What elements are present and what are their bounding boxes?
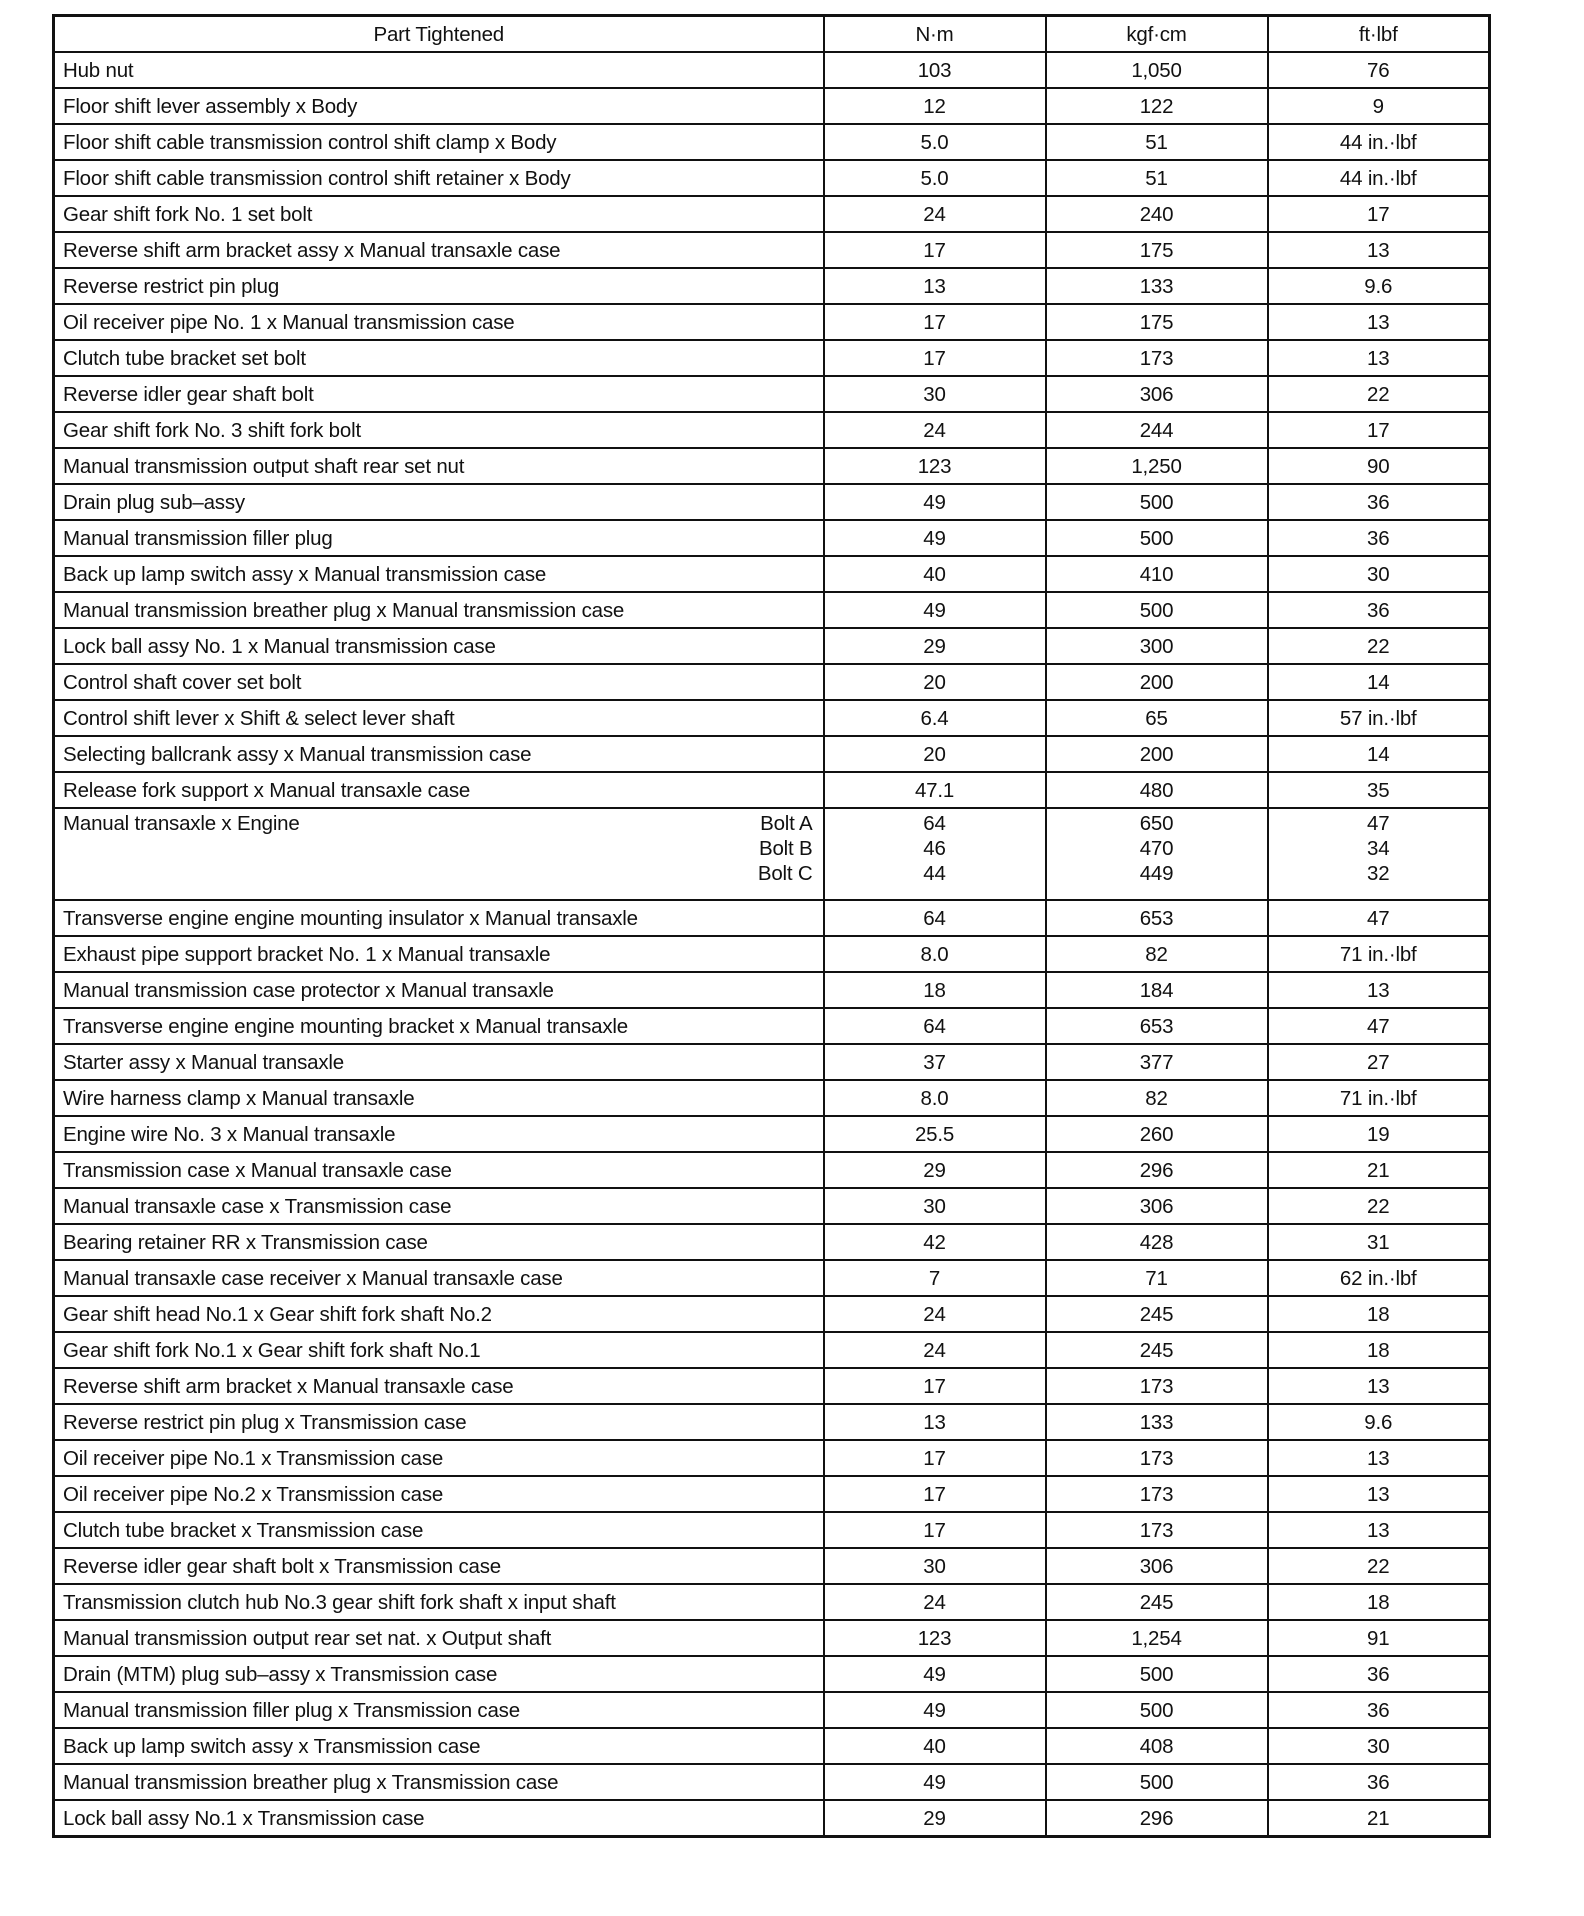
table-row — [54, 972, 1490, 1008]
kgfcm-cell: 51 — [1046, 124, 1268, 160]
kgfcm-cell: 245 — [1046, 1584, 1268, 1620]
table-row — [54, 736, 1490, 772]
table-row — [54, 556, 1490, 592]
nm-cell: 17 — [824, 1476, 1046, 1512]
ftlbf-cell: 62 in.·lbf — [1268, 1260, 1490, 1296]
ftlbf-cell: 13 — [1268, 1476, 1490, 1512]
kgfcm-cell: 500 — [1046, 1692, 1268, 1728]
kgfcm-cell: 500 — [1046, 1764, 1268, 1800]
ftlbf-cell: 71 in.·lbf — [1268, 1080, 1490, 1116]
part-cell: Manual transmission breather plug x Transmission case — [54, 1764, 824, 1800]
table-row — [54, 936, 1490, 972]
part-cell: Manual transmission output rear set nat. x Output shaft — [54, 1620, 824, 1656]
table-row — [54, 1116, 1490, 1152]
nm-cell: 25.5 — [824, 1116, 1046, 1152]
nm-cell: 17 — [824, 1440, 1046, 1476]
table-row — [54, 412, 1490, 448]
ftlbf-cell: 22 — [1268, 1188, 1490, 1224]
kgfcm-cell — [1046, 808, 1268, 900]
table-row — [54, 1476, 1490, 1512]
ftlbf-cell: 17 — [1268, 196, 1490, 232]
part-cell: Starter assy x Manual transaxle — [54, 1044, 824, 1080]
part-cell: Lock ball assy No. 1 x Manual transmission case — [54, 628, 824, 664]
kgfcm-cell: 653 — [1046, 900, 1268, 936]
nm-cell: 6.4 — [824, 700, 1046, 736]
table-row — [54, 196, 1490, 232]
kgfcm-cell: 200 — [1046, 736, 1268, 772]
ftlbf-cell: 13 — [1268, 340, 1490, 376]
ftlbf-cell: 13 — [1268, 1512, 1490, 1548]
ftlbf-cell: 36 — [1268, 484, 1490, 520]
nm-cell: 30 — [824, 1548, 1046, 1584]
header-ftlbf: ft·lbf — [1268, 16, 1490, 53]
ftlbf-cell: 76 — [1268, 52, 1490, 88]
table-row — [54, 340, 1490, 376]
kgfcm-cell: 300 — [1046, 628, 1268, 664]
kgfcm-cell: 410 — [1046, 556, 1268, 592]
part-cell — [54, 808, 824, 900]
part-cell: Bearing retainer RR x Transmission case — [54, 1224, 824, 1260]
bolt-label: Bolt A — [760, 812, 813, 835]
ftlbf-cell: 14 — [1268, 664, 1490, 700]
header-part-tightened: Part Tightened — [54, 16, 824, 53]
nm-value: 44 — [923, 862, 946, 885]
ftlbf-cell: 36 — [1268, 520, 1490, 556]
nm-cell: 24 — [824, 1584, 1046, 1620]
table-row — [54, 1656, 1490, 1692]
kgfcm-cell: 51 — [1046, 160, 1268, 196]
nm-cell: 17 — [824, 340, 1046, 376]
part-cell: Reverse shift arm bracket assy x Manual transaxle case — [54, 232, 824, 268]
ftlbf-cell: 27 — [1268, 1044, 1490, 1080]
ftlbf-value: 47 — [1367, 812, 1390, 835]
part-cell: Floor shift cable transmission control shift clamp x Body — [54, 124, 824, 160]
nm-cell: 47.1 — [824, 772, 1046, 808]
nm-cell: 123 — [824, 1620, 1046, 1656]
bolt-labels — [758, 811, 813, 886]
nm-cell: 20 — [824, 736, 1046, 772]
ftlbf-cell: 36 — [1268, 1656, 1490, 1692]
nm-cell: 49 — [824, 484, 1046, 520]
ftlbf-cell: 36 — [1268, 1764, 1490, 1800]
part-cell: Manual transaxle case receiver x Manual transaxle case — [54, 1260, 824, 1296]
kgfcm-cell: 71 — [1046, 1260, 1268, 1296]
ftlbf-cell: 13 — [1268, 304, 1490, 340]
kgfcm-cell: 1,254 — [1046, 1620, 1268, 1656]
ftlbf-cell — [1268, 808, 1490, 900]
nm-cell: 64 — [824, 1008, 1046, 1044]
kgfcm-cell: 175 — [1046, 304, 1268, 340]
kgfcm-cell: 500 — [1046, 1656, 1268, 1692]
part-cell: Manual transmission filler plug — [54, 520, 824, 556]
table-row — [54, 1080, 1490, 1116]
part-cell: Drain plug sub–assy — [54, 484, 824, 520]
kgfcm-cell: 296 — [1046, 1800, 1268, 1837]
header-nm: N·m — [824, 16, 1046, 53]
ftlbf-cell: 35 — [1268, 772, 1490, 808]
table-row — [54, 1260, 1490, 1296]
kgfcm-cell: 260 — [1046, 1116, 1268, 1152]
table-row — [54, 1044, 1490, 1080]
nm-cell: 49 — [824, 1692, 1046, 1728]
part-cell: Reverse shift arm bracket x Manual transaxle case — [54, 1368, 824, 1404]
table-row — [54, 1296, 1490, 1332]
nm-cell: 103 — [824, 52, 1046, 88]
part-cell: Gear shift head No.1 x Gear shift fork shaft No.2 — [54, 1296, 824, 1332]
part-cell: Clutch tube bracket set bolt — [54, 340, 824, 376]
part-cell: Reverse idler gear shaft bolt x Transmission case — [54, 1548, 824, 1584]
nm-cell: 37 — [824, 1044, 1046, 1080]
nm-cell: 12 — [824, 88, 1046, 124]
table-row — [54, 1440, 1490, 1476]
table-row — [54, 1512, 1490, 1548]
table-header — [54, 16, 1490, 53]
ftlbf-cell: 30 — [1268, 556, 1490, 592]
ftlbf-cell: 91 — [1268, 1620, 1490, 1656]
ftlbf-cell: 21 — [1268, 1152, 1490, 1188]
part-cell: Oil receiver pipe No.2 x Transmission case — [54, 1476, 824, 1512]
table-row — [54, 1188, 1490, 1224]
part-name: Manual transaxle x Engine — [63, 812, 300, 835]
part-cell: Manual transmission filler plug x Transmission case — [54, 1692, 824, 1728]
table-row — [54, 1584, 1490, 1620]
ftlbf-cell: 9.6 — [1268, 1404, 1490, 1440]
nm-cell: 5.0 — [824, 124, 1046, 160]
part-cell: Manual transmission output shaft rear set nut — [54, 448, 824, 484]
nm-cell: 30 — [824, 376, 1046, 412]
kgfcm-cell: 245 — [1046, 1296, 1268, 1332]
part-cell: Reverse idler gear shaft bolt — [54, 376, 824, 412]
nm-cell: 24 — [824, 196, 1046, 232]
table-row — [54, 1800, 1490, 1837]
ftlbf-cell: 57 in.·lbf — [1268, 700, 1490, 736]
ftlbf-cell: 36 — [1268, 1692, 1490, 1728]
kgfcm-cell: 82 — [1046, 936, 1268, 972]
nm-cell: 7 — [824, 1260, 1046, 1296]
ftlbf-cell: 21 — [1268, 1800, 1490, 1837]
part-cell: Transverse engine engine mounting bracket x Manual transaxle — [54, 1008, 824, 1044]
table-row — [54, 88, 1490, 124]
nm-cell: 40 — [824, 1728, 1046, 1764]
part-cell: Transverse engine engine mounting insulator x Manual transaxle — [54, 900, 824, 936]
ftlbf-cell: 13 — [1268, 1368, 1490, 1404]
torque-spec-table — [52, 14, 1491, 1838]
part-cell: Manual transmission case protector x Manual transaxle — [54, 972, 824, 1008]
header-kgfcm: kgf·cm — [1046, 16, 1268, 53]
kgfcm-value: 449 — [1139, 862, 1174, 885]
table-row — [54, 160, 1490, 196]
ftlbf-cell: 90 — [1268, 448, 1490, 484]
table-row — [54, 1368, 1490, 1404]
kgfcm-cell: 500 — [1046, 520, 1268, 556]
nm-cell: 17 — [824, 232, 1046, 268]
kgfcm-cell: 306 — [1046, 1548, 1268, 1584]
nm-cell: 17 — [824, 1368, 1046, 1404]
part-cell: Manual transaxle case x Transmission case — [54, 1188, 824, 1224]
ftlbf-cell: 14 — [1268, 736, 1490, 772]
kgfcm-value: 650 — [1139, 812, 1174, 835]
kgfcm-value: 470 — [1139, 837, 1174, 860]
nm-cell: 49 — [824, 1656, 1046, 1692]
table-row — [54, 664, 1490, 700]
kgfcm-cell: 306 — [1046, 376, 1268, 412]
table-row — [54, 376, 1490, 412]
nm-cell: 24 — [824, 1296, 1046, 1332]
nm-cell: 24 — [824, 412, 1046, 448]
ftlbf-cell: 22 — [1268, 1548, 1490, 1584]
nm-cell: 8.0 — [824, 1080, 1046, 1116]
nm-cell: 42 — [824, 1224, 1046, 1260]
ftlbf-cell: 18 — [1268, 1296, 1490, 1332]
table-row — [54, 1332, 1490, 1368]
kgfcm-cell: 377 — [1046, 1044, 1268, 1080]
table-row — [54, 1152, 1490, 1188]
kgfcm-cell: 306 — [1046, 1188, 1268, 1224]
table-row — [54, 124, 1490, 160]
table-body-bottom — [54, 900, 1490, 1837]
table-row — [54, 1692, 1490, 1728]
table-row — [54, 1548, 1490, 1584]
table-row — [54, 304, 1490, 340]
nm-cell: 24 — [824, 1332, 1046, 1368]
kgfcm-cell: 244 — [1046, 412, 1268, 448]
nm-cell — [824, 808, 1046, 900]
ftlbf-cell: 13 — [1268, 1440, 1490, 1476]
part-cell: Back up lamp switch assy x Manual transmission case — [54, 556, 824, 592]
table-row — [54, 1764, 1490, 1800]
table-body-multi — [54, 808, 1490, 900]
part-cell: Floor shift cable transmission control shift retainer x Body — [54, 160, 824, 196]
nm-cell: 17 — [824, 1512, 1046, 1548]
nm-cell: 29 — [824, 1800, 1046, 1837]
kgfcm-cell: 175 — [1046, 232, 1268, 268]
ftlbf-cell: 47 — [1268, 1008, 1490, 1044]
part-cell: Oil receiver pipe No. 1 x Manual transmission case — [54, 304, 824, 340]
bolt-label: Bolt B — [759, 837, 813, 860]
nm-cell: 13 — [824, 268, 1046, 304]
part-cell: Drain (MTM) plug sub–assy x Transmission case — [54, 1656, 824, 1692]
kgfcm-cell: 173 — [1046, 1512, 1268, 1548]
ftlbf-value: 34 — [1367, 837, 1390, 860]
table-row — [54, 900, 1490, 936]
nm-cell: 20 — [824, 664, 1046, 700]
ftlbf-cell: 18 — [1268, 1584, 1490, 1620]
ftlbf-cell: 17 — [1268, 412, 1490, 448]
ftlbf-cell: 22 — [1268, 628, 1490, 664]
kgfcm-cell: 173 — [1046, 1440, 1268, 1476]
ftlbf-cell: 13 — [1268, 232, 1490, 268]
part-cell: Gear shift fork No.1 x Gear shift fork shaft No.1 — [54, 1332, 824, 1368]
nm-cell: 123 — [824, 448, 1046, 484]
kgfcm-cell: 133 — [1046, 268, 1268, 304]
table-row — [54, 52, 1490, 88]
table-row — [54, 1008, 1490, 1044]
kgfcm-cell: 65 — [1046, 700, 1268, 736]
part-cell: Back up lamp switch assy x Transmission case — [54, 1728, 824, 1764]
ftlbf-value: 32 — [1367, 862, 1390, 885]
nm-cell: 29 — [824, 628, 1046, 664]
ftlbf-cell: 44 in.·lbf — [1268, 160, 1490, 196]
nm-cell: 64 — [824, 900, 1046, 936]
part-cell: Control shaft cover set bolt — [54, 664, 824, 700]
part-cell: Floor shift lever assembly x Body — [54, 88, 824, 124]
kgfcm-cell: 480 — [1046, 772, 1268, 808]
kgfcm-cell: 653 — [1046, 1008, 1268, 1044]
ftlbf-cell: 22 — [1268, 376, 1490, 412]
part-cell: Manual transmission breather plug x Manual transmission case — [54, 592, 824, 628]
table-row — [54, 1620, 1490, 1656]
bolt-label: Bolt C — [757, 862, 813, 885]
ftlbf-cell: 18 — [1268, 1332, 1490, 1368]
kgfcm-cell: 500 — [1046, 592, 1268, 628]
part-cell: Clutch tube bracket x Transmission case — [54, 1512, 824, 1548]
ftlbf-cell: 13 — [1268, 972, 1490, 1008]
part-cell: Gear shift fork No. 1 set bolt — [54, 196, 824, 232]
table-row — [54, 520, 1490, 556]
kgfcm-cell: 500 — [1046, 484, 1268, 520]
nm-cell: 17 — [824, 304, 1046, 340]
ftlbf-cell: 19 — [1268, 1116, 1490, 1152]
kgfcm-cell: 245 — [1046, 1332, 1268, 1368]
table-row — [54, 1404, 1490, 1440]
nm-cell: 49 — [824, 1764, 1046, 1800]
kgfcm-cell: 296 — [1046, 1152, 1268, 1188]
table-row — [54, 448, 1490, 484]
kgfcm-cell: 82 — [1046, 1080, 1268, 1116]
kgfcm-cell: 133 — [1046, 1404, 1268, 1440]
nm-cell: 18 — [824, 972, 1046, 1008]
table-body-top — [54, 52, 1490, 808]
part-cell: Reverse restrict pin plug — [54, 268, 824, 304]
ftlbf-cell: 31 — [1268, 1224, 1490, 1260]
kgfcm-cell: 1,050 — [1046, 52, 1268, 88]
kgfcm-cell: 200 — [1046, 664, 1268, 700]
nm-cell: 29 — [824, 1152, 1046, 1188]
kgfcm-cell: 1,250 — [1046, 448, 1268, 484]
part-cell: Wire harness clamp x Manual transaxle — [54, 1080, 824, 1116]
kgfcm-cell: 408 — [1046, 1728, 1268, 1764]
nm-cell: 5.0 — [824, 160, 1046, 196]
ftlbf-cell: 36 — [1268, 592, 1490, 628]
table-row-multi-bolt — [54, 808, 1490, 900]
part-cell: Control shift lever x Shift & select lever shaft — [54, 700, 824, 736]
ftlbf-cell: 9 — [1268, 88, 1490, 124]
nm-cell: 49 — [824, 520, 1046, 556]
kgfcm-cell: 184 — [1046, 972, 1268, 1008]
part-cell: Transmission clutch hub No.3 gear shift fork shaft x input shaft — [54, 1584, 824, 1620]
table-row — [54, 232, 1490, 268]
part-cell: Reverse restrict pin plug x Transmission case — [54, 1404, 824, 1440]
ftlbf-cell: 71 in.·lbf — [1268, 936, 1490, 972]
table-row — [54, 700, 1490, 736]
table-row — [54, 1728, 1490, 1764]
nm-cell: 30 — [824, 1188, 1046, 1224]
table-row — [54, 592, 1490, 628]
kgfcm-cell: 173 — [1046, 340, 1268, 376]
ftlbf-cell: 47 — [1268, 900, 1490, 936]
part-cell: Hub nut — [54, 52, 824, 88]
part-cell: Gear shift fork No. 3 shift fork bolt — [54, 412, 824, 448]
header-row — [54, 16, 1490, 53]
ftlbf-cell: 44 in.·lbf — [1268, 124, 1490, 160]
nm-cell: 49 — [824, 592, 1046, 628]
table-row — [54, 484, 1490, 520]
ftlbf-cell: 9.6 — [1268, 268, 1490, 304]
part-cell: Lock ball assy No.1 x Transmission case — [54, 1800, 824, 1837]
table-row — [54, 628, 1490, 664]
nm-cell: 40 — [824, 556, 1046, 592]
ftlbf-cell: 30 — [1268, 1728, 1490, 1764]
nm-value: 46 — [923, 837, 946, 860]
table-row — [54, 772, 1490, 808]
part-cell: Selecting ballcrank assy x Manual transmission case — [54, 736, 824, 772]
part-cell: Engine wire No. 3 x Manual transaxle — [54, 1116, 824, 1152]
kgfcm-cell: 173 — [1046, 1476, 1268, 1512]
table-row — [54, 268, 1490, 304]
part-cell: Transmission case x Manual transaxle case — [54, 1152, 824, 1188]
kgfcm-cell: 240 — [1046, 196, 1268, 232]
kgfcm-cell: 428 — [1046, 1224, 1268, 1260]
kgfcm-cell: 122 — [1046, 88, 1268, 124]
part-cell: Exhaust pipe support bracket No. 1 x Manual transaxle — [54, 936, 824, 972]
part-cell: Oil receiver pipe No.1 x Transmission case — [54, 1440, 824, 1476]
part-cell: Release fork support x Manual transaxle case — [54, 772, 824, 808]
nm-value: 64 — [923, 812, 946, 835]
table-row — [54, 1224, 1490, 1260]
nm-cell: 13 — [824, 1404, 1046, 1440]
kgfcm-cell: 173 — [1046, 1368, 1268, 1404]
nm-cell: 8.0 — [824, 936, 1046, 972]
